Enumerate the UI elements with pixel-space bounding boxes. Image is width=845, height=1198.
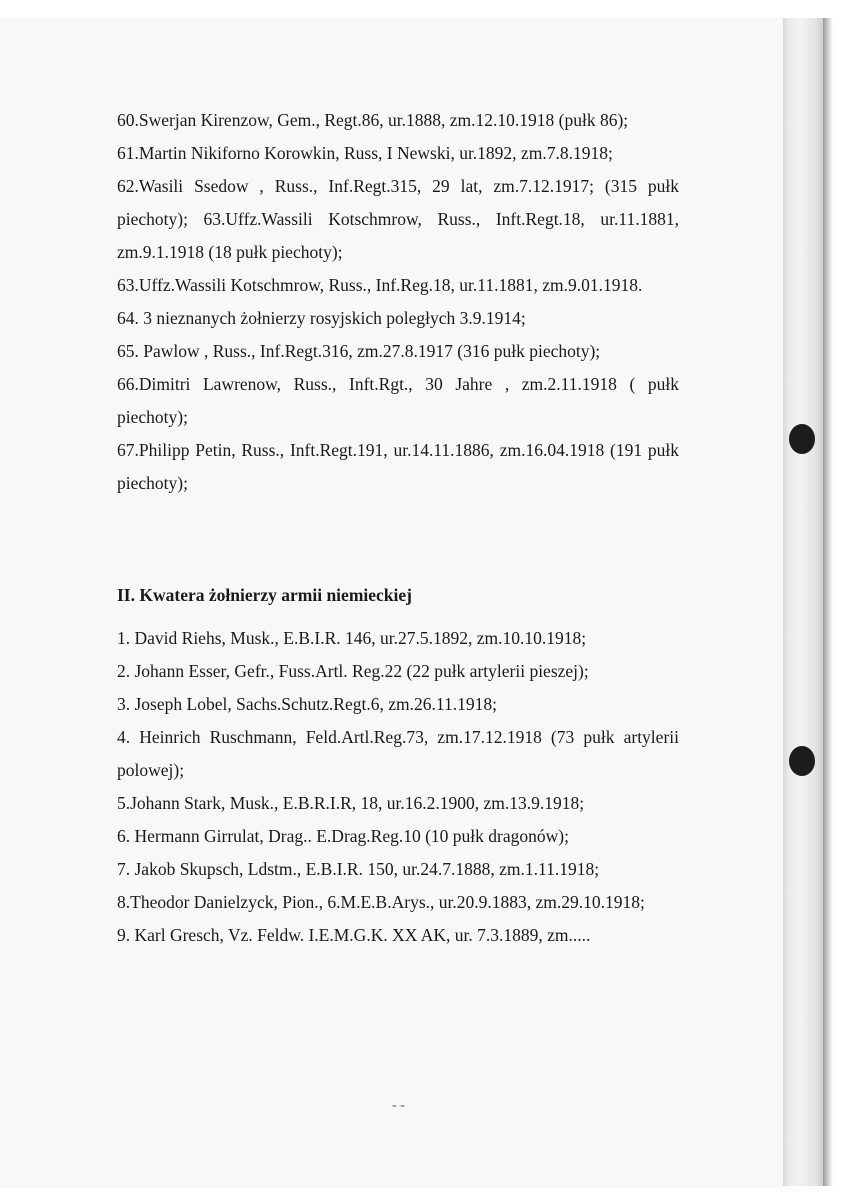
paper-edge-shadow [823,18,833,1186]
entry-62: 62.Wasili Ssedow , Russ., Inf.Regt.315, 29 lat, zm.7.12.1917; (315 pułk piechoty); 63.Uffz.Wassili Kotschmrow, Russ., Inft.Regt.18, ur.11.1881, zm.9.1.1918 (18 pułk piechoty); [117,176,679,262]
german-entry-3: 3. Joseph Lobel, Sachs.Schutz.Regt.6, zm.26.11.1918; [117,694,497,714]
punch-hole-bottom [789,746,815,776]
entry-60: 60.Swerjan Kirenzow, Gem., Regt.86, ur.1888, zm.12.10.1918 (pułk 86); [117,110,629,130]
german-entry-9: 9. Karl Gresch, Vz. Feldw. I.E.M.G.K. XX AK, ur. 7.3.1889, zm..... [117,925,591,945]
punch-hole-top [789,424,815,454]
german-entry-2: 2. Johann Esser, Gefr., Fuss.Artl. Reg.22 (22 pułk artylerii pieszej); [117,661,589,681]
german-entry-6: 6. Hermann Girrulat, Drag.. E.Drag.Reg.10 (10 pułk dragonów); [117,826,569,846]
paper-edge [783,18,823,1186]
entry-64: 64. 3 nieznanych żołnierzy rosyjskich poległych 3.9.1914; [117,308,526,328]
entry-63: 63.Uffz.Wassili Kotschmrow, Russ., Inf.Reg.18, ur.11.1881, zm.9.01.1918. [117,275,643,295]
german-entry-7: 7. Jakob Skupsch, Ldstm., E.B.I.R. 150, ur.24.7.1888, zm.1.11.1918; [117,859,600,879]
entry-66: 66.Dimitri Lawrenow, Russ., Inft.Rgt., 30 Jahre , zm.2.11.1918 ( pułk piechoty); [117,374,679,427]
entry-65: 65. Pawlow , Russ., Inf.Regt.316, zm.27.8.1917 (316 pułk piechoty); [117,341,601,361]
entry-67: 67.Philipp Petin, Russ., Inft.Regt.191, ur.14.11.1886, zm.16.04.1918 (191 pułk piechoty); [117,440,679,493]
german-entry-5: 5.Johann Stark, Musk., E.B.R.I.R, 18, ur.16.2.1900, zm.13.9.1918; [117,793,585,813]
section-heading: II. Kwatera żołnierzy armii niemieckiej [117,585,412,605]
german-entry-1: 1. David Riehs, Musk., E.B.I.R. 146, ur.27.5.1892, zm.10.10.1918; [117,628,587,648]
german-entry-4: 4. Heinrich Ruschmann, Feld.Artl.Reg.73, zm.17.12.1918 (73 pułk artylerii polowej); [117,727,679,780]
page-number: - - [392,1098,405,1113]
entry-61: 61.Martin Nikiforno Korowkin, Russ, I Newski, ur.1892, zm.7.8.1918; [117,143,613,163]
document-text [117,104,679,952]
german-entry-8: 8.Theodor Danielzyck, Pion., 6.M.E.B.Arys., ur.20.9.1883, zm.29.10.1918; [117,892,645,912]
